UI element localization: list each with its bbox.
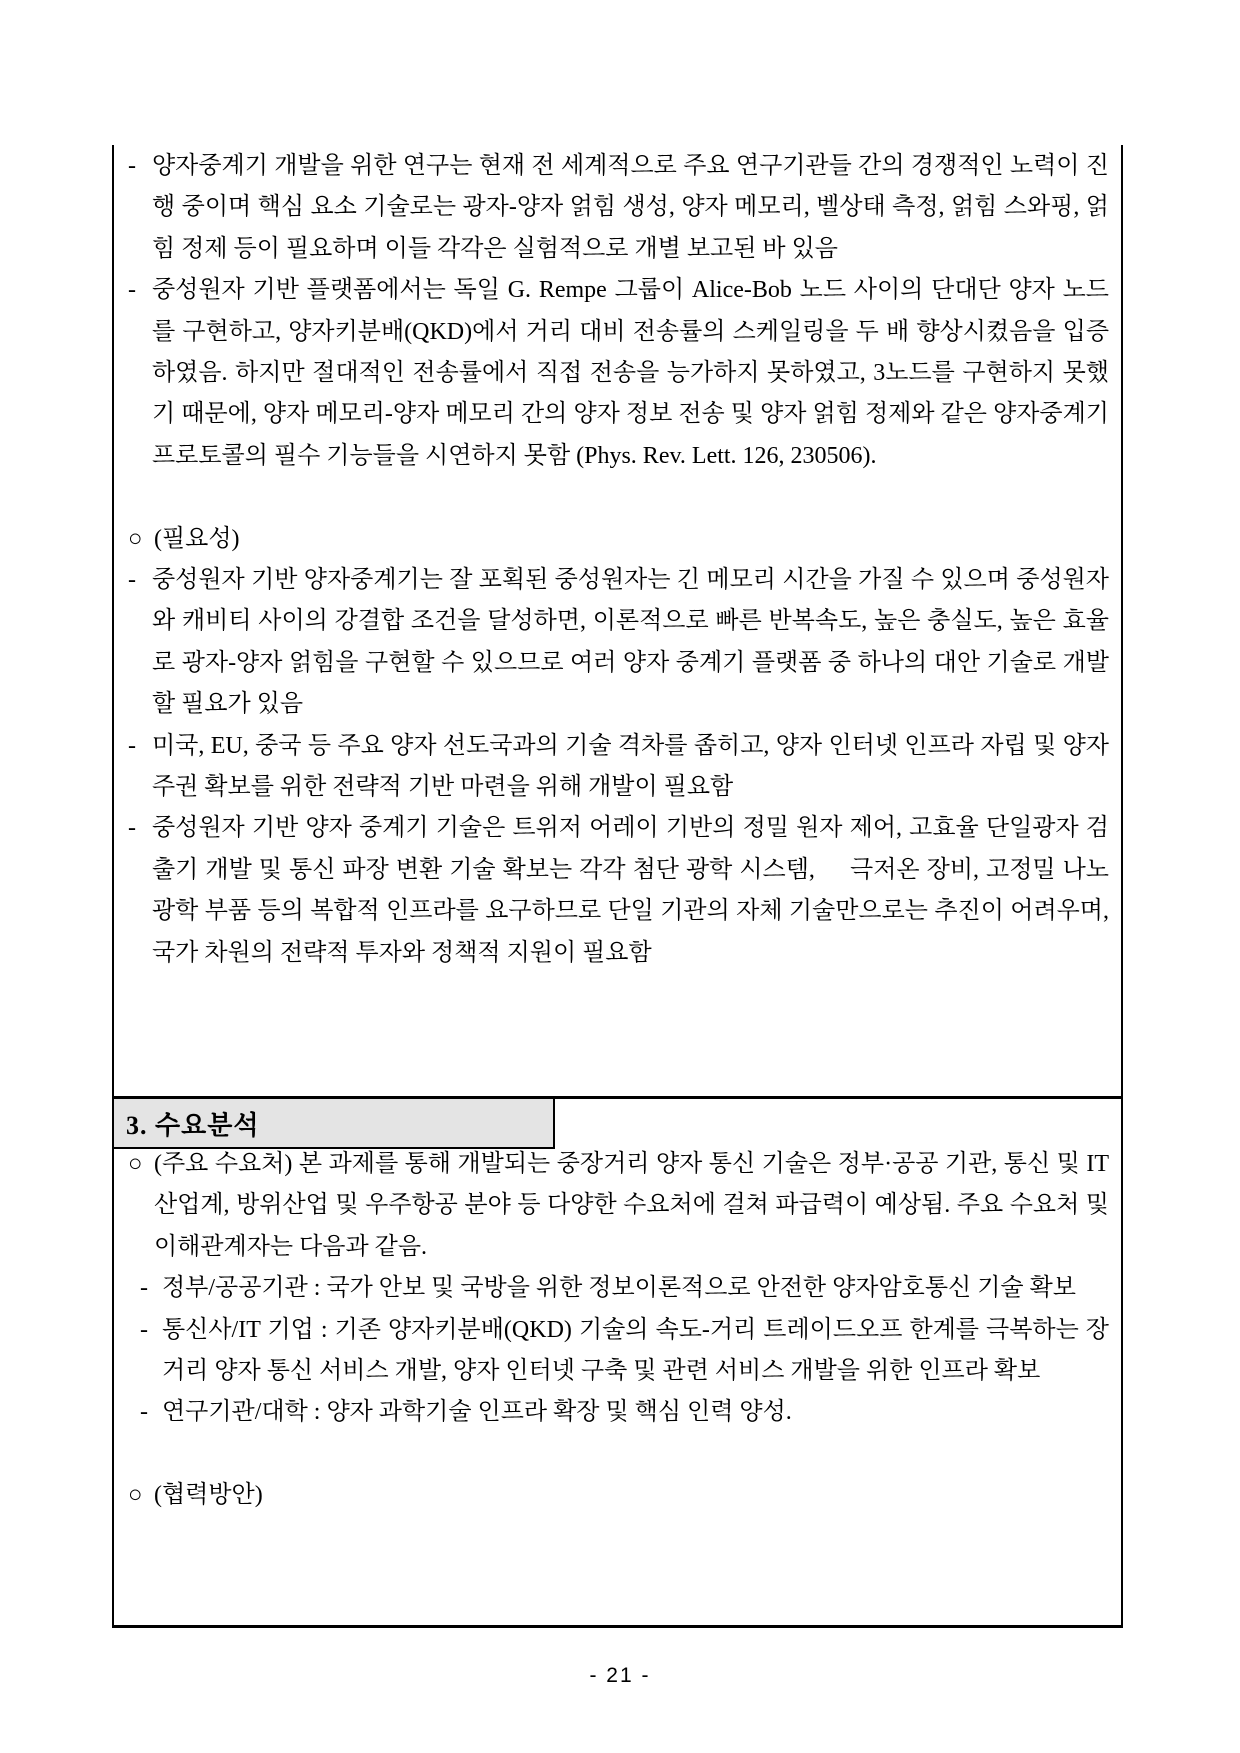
content-box-bottom <box>114 1099 1121 1517</box>
section-header-cell <box>114 1099 555 1149</box>
blank-line <box>128 1434 1109 1475</box>
circle-marker: ○ <box>128 1151 143 1177</box>
bullet-text: (협력방안) <box>154 1482 263 1509</box>
bullet-item <box>128 1475 1109 1516</box>
bullet-item <box>140 1392 1109 1433</box>
content-box-top <box>112 145 1123 1099</box>
dash-marker: - <box>140 1316 148 1343</box>
bullet-text: 중성원자 기반 양자중계기는 잘 포획된 중성원자는 긴 메모리 시간을 가질 수 있으며 중성원자와 캐비티 사이의 강결합 조건을 달성하면, 이론적으로 빠른 반복속도, 높은 충실도, 높은 효율로 광자-양자 얽힘을 구현할 수 있으므로 여러 양자 중계기 플랫폼 중 하나의 대안 기술로 개발할 필요가 있음 <box>152 567 1109 718</box>
bullet-item <box>128 560 1109 726</box>
bullet-text: (주요 수요처) 본 과제를 통해 개발되는 중장거리 양자 통신 기술은 정부·공공 기관, 통신 및 IT 산업계, 방위산업 및 우주항공 분야 등 다양한 수요처에 걸쳐 파급력이 예상됨. 주요 수요처 및 이해관계자는 다음과 같음. <box>154 1151 1109 1260</box>
circle-marker: ○ <box>128 525 143 552</box>
page-number: - 21 - <box>589 1664 651 1687</box>
section-title: 3. 수요분석 <box>126 1110 260 1140</box>
bullet-text: 중성원자 기반 양자 중계기 기술은 트위저 어레이 기반의 정밀 원자 제어, 고효율 단일광자 검출기 개발 및 통신 파장 변환 기술 확보는 각각 첨단 광학 시스템, 극저온 장비, 고정밀 나노광학 부품 등의 복합적 인프라를 요구하므로 단일 기관의 자체 기술만으로는 추진이 어려우며, 국가 차원의 전략적 투자와 정책적 지원이 필요함 <box>152 815 1109 966</box>
bullet-item <box>128 146 1109 270</box>
bullet-item <box>140 1268 1109 1309</box>
bullet-item <box>128 1144 1109 1268</box>
blank-line <box>128 477 1109 518</box>
section-table <box>112 1099 1123 1628</box>
bullet-item <box>140 1310 1109 1393</box>
dash-marker: - <box>140 1275 148 1302</box>
bullet-text: 미국, EU, 중국 등 주요 양자 선도국과의 기술 격차를 좁히고, 양자 인터넷 인프라 자립 및 양자 주권 확보를 위한 전략적 기반 마련을 위해 개발이 필요함 <box>152 732 1109 801</box>
bullet-text: 정부/공공기관 : 국가 안보 및 국방을 위한 정보이론적으로 안전한 양자암호통신 기술 확보 <box>162 1275 1076 1302</box>
dash-marker: - <box>128 815 136 842</box>
dash-marker: - <box>140 1399 148 1426</box>
dash-marker: - <box>128 277 136 304</box>
bullet-text: 양자중계기 개발을 위한 연구는 현재 전 세계적으로 주요 연구기관들 간의 경쟁적인 노력이 진행 중이며 핵심 요소 기술로는 광자-양자 얽힘 생성, 양자 메모리, 벨상태 측정, 얽힘 스와핑, 얽힘 정제 등이 필요하며 이들 각각은 실험적으로 개별 보고된 바 있음 <box>152 153 1109 262</box>
dash-marker: - <box>128 567 136 594</box>
bullet-text: 연구기관/대학 : 양자 과학기술 인프라 확장 및 핵심 인력 양성. <box>162 1399 792 1426</box>
bullet-item <box>128 270 1109 477</box>
bullet-text: 통신사/IT 기업 : 기존 양자키분배(QKD) 기술의 속도-거리 트레이드오프 한계를 극복하는 장거리 양자 통신 서비스 개발, 양자 인터넷 구축 및 관련 서비스 개발을 위한 인프라 확보 <box>162 1316 1109 1385</box>
bullet-item <box>128 519 1109 560</box>
bullet-text: 중성원자 기반 플랫폼에서는 독일 G. Rempe 그룹이 Alice-Bob 노드 사이의 단대단 양자 노드를 구현하고, 양자키분배(QKD)에서 거리 대비 전송률의 스케일링을 두 배 향상시켰음을 입증하였음. 하지만 절대적인 전송률에서 직접 전송을 능가하지 못하였고, 3노드를 구현하지 못했기 때문에, 양자 메모리-양자 메모리 간의 양자 정보 전송 및 양자 얽힘 정제와 같은 양자중계기 프로토콜의 필수 기능들을 시연하지 못함 (Phys. Rev. Lett. 126, 230506). <box>152 277 1109 469</box>
bullet-item <box>128 808 1109 974</box>
circle-marker: ○ <box>128 1482 143 1509</box>
bullet-item <box>128 726 1109 809</box>
dash-marker: - <box>128 732 136 759</box>
bullet-text: (필요성) <box>154 525 240 552</box>
dash-marker: - <box>128 153 136 179</box>
